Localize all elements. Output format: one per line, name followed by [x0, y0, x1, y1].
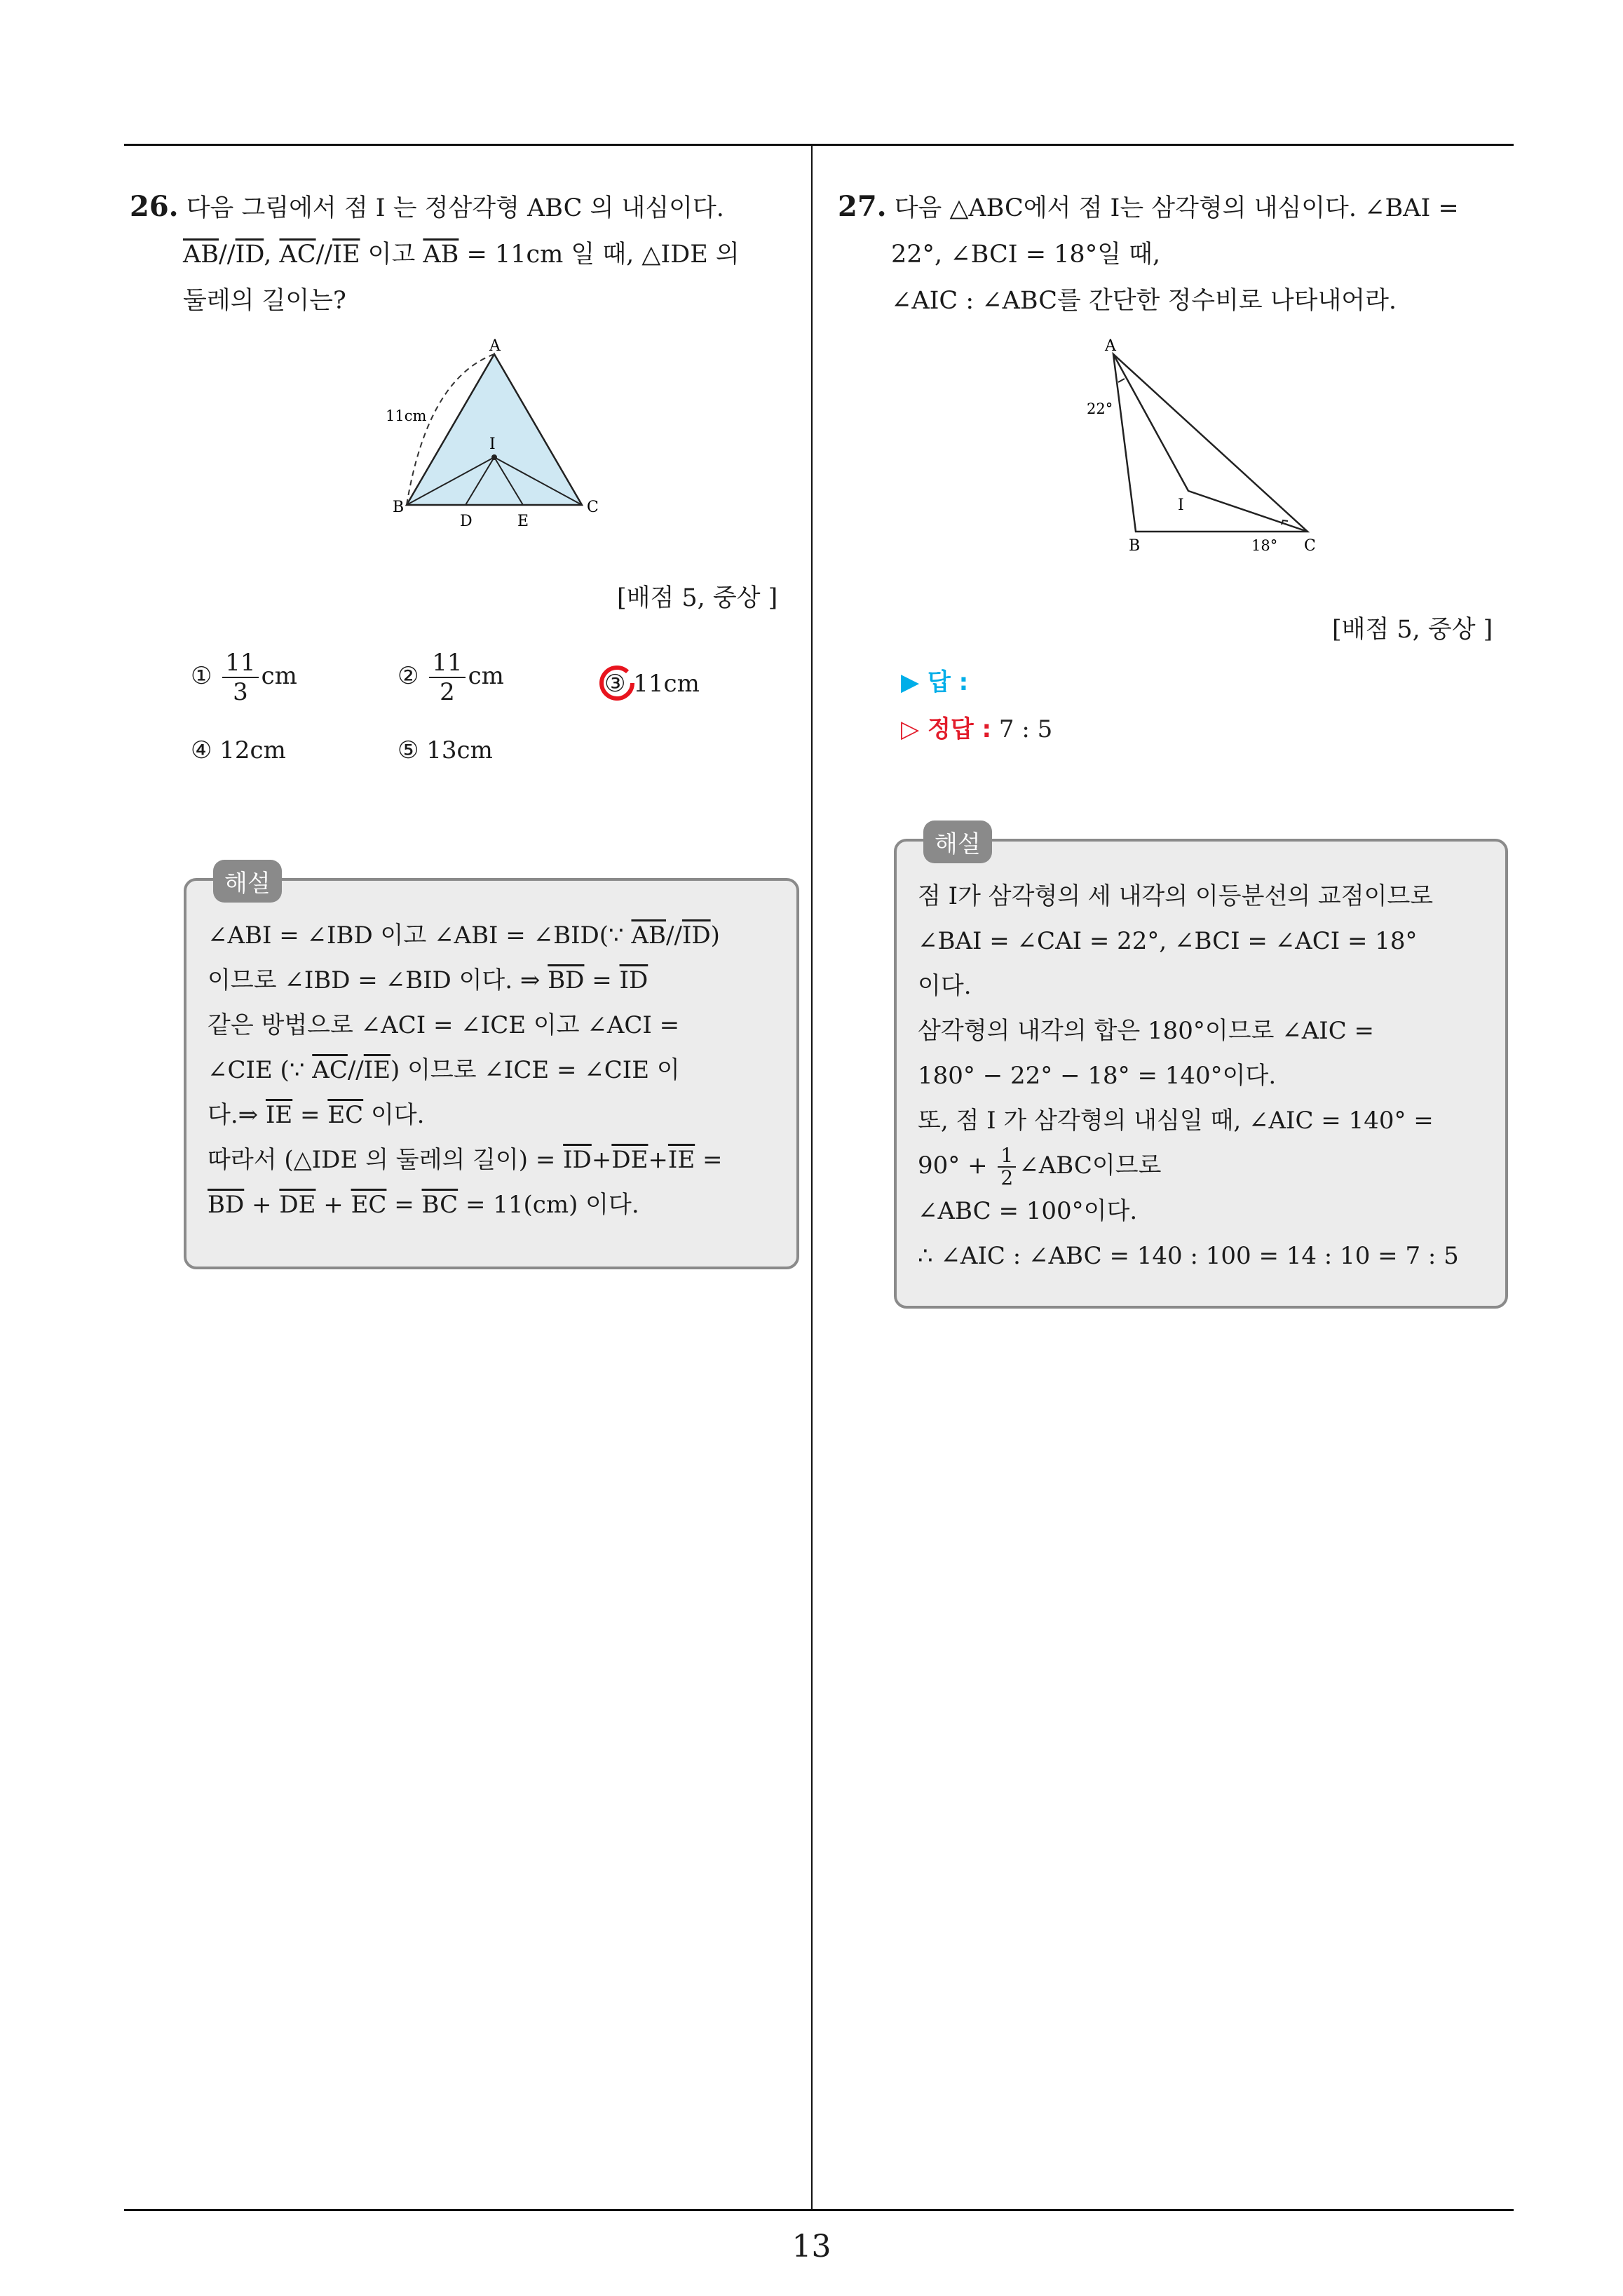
- answer-input-row[interactable]: [901, 663, 968, 697]
- explain-line-2: ∠BAI = ∠CAI = 22°, ∠BCI = ∠ACI = 18°: [918, 927, 1418, 955]
- label-angle-a: 22°: [1087, 400, 1113, 417]
- q26-triangle-figure: [379, 337, 603, 533]
- q26-score: [배점 5, 중상 ]: [617, 584, 778, 612]
- top-rule: [124, 144, 1514, 146]
- fraction: $\frac{1}{2}$: [998, 1145, 1016, 1189]
- seg-ab: $\overline{AB}$: [423, 241, 459, 269]
- triangle-abc: [407, 354, 582, 505]
- label-c: C: [1304, 537, 1316, 555]
- seg-id: $\overline{ID}$: [235, 241, 264, 269]
- q27-line-3: ∠AIC : ∠ABC를 간단한 정수비로 나타내어라.: [891, 287, 1397, 315]
- explain-line-5: 다.⇒ $\overline{IE} = \overline{EC}$ 이다.: [208, 1101, 425, 1129]
- q26-number: 26.: [130, 190, 179, 223]
- label-b: B: [393, 499, 405, 516]
- text-tail: = 11cm 일 때, △IDE 의: [459, 241, 740, 269]
- q27-triangle-figure: [1073, 337, 1332, 568]
- q27-stem-1: 다음 △ABC에서 점 I는 삼각형의 내심이다. ∠BAI =: [894, 194, 1459, 222]
- explain-line-7: $\overline{BD} + \overline{DE} + \overline{EC} = \overline{BC} = 11(cm)$ 이다.: [208, 1191, 639, 1219]
- q26-stem-1: 다음 그림에서 점 I 는 정삼각형 ABC 의 내심이다.: [186, 194, 724, 222]
- correct-label: ▷ 정답 :: [901, 715, 992, 743]
- answer-label: ▶ 답 :: [901, 668, 969, 696]
- choice-text: 12cm: [219, 736, 286, 764]
- label-c: C: [587, 499, 599, 516]
- q26-line-1: [130, 184, 740, 231]
- answer-circle-icon: [596, 661, 638, 705]
- explanation-tag: 해설: [923, 821, 992, 863]
- triangle-abc: [1113, 354, 1308, 532]
- parallel-sign: //: [219, 241, 236, 269]
- parallel-sign: //: [315, 241, 333, 269]
- explain-line-9: ∴ ∠AIC : ∠ABC = 140 : 100 = 14 : 10 = 7 : 5: [918, 1242, 1459, 1270]
- q26-line-2: [130, 231, 740, 278]
- q26-choices: [191, 649, 766, 775]
- q27-line-2: 22°, ∠BCI = 18°일 때,: [891, 241, 1161, 269]
- explanation-tag: 해설: [213, 860, 282, 903]
- choice-1[interactable]: [191, 649, 297, 706]
- fraction: $\frac{11}{3}$: [222, 649, 258, 706]
- explain-line-3: 같은 방법으로 ∠ACI = ∠ICE 이고 ∠ACI =: [208, 1011, 680, 1039]
- q26-explanation-box: [184, 870, 799, 1269]
- choice-text: 11cm: [633, 670, 700, 698]
- seg-ac: $\overline{AC}$: [279, 241, 316, 269]
- unit: cm: [261, 662, 297, 690]
- label-a: A: [1105, 337, 1116, 355]
- choice-5[interactable]: [398, 736, 493, 764]
- choice-mark: ②: [398, 662, 419, 690]
- correct-value: 7 : 5: [998, 715, 1053, 743]
- explain-line-6: 또, 점 I 가 삼각형의 내심일 때, ∠AIC = 140° =: [918, 1107, 1434, 1135]
- explain-line-7: 90° + $\frac{1}{2}$ ∠ABC이므로: [918, 1144, 1162, 1189]
- explain-line-2: 이므로 ∠IBD = ∠BID 이다. ⇒ $\overline{BD} = \overline{ID}$: [208, 966, 648, 994]
- label-e: E: [517, 513, 529, 530]
- q26-line-3: 둘레의 길이는?: [183, 287, 346, 315]
- fraction: $\frac{11}{2}$: [429, 649, 465, 706]
- correct-answer-row: [901, 710, 1052, 744]
- unit: cm: [468, 662, 504, 690]
- bottom-rule: [124, 2209, 1514, 2211]
- label-i: I: [489, 435, 496, 453]
- explain-line-3: 이다.: [918, 972, 972, 1000]
- point-i: [491, 454, 497, 460]
- label-a: A: [489, 337, 501, 355]
- choice-mark: ⑤: [398, 736, 419, 764]
- label-b: B: [1129, 537, 1141, 555]
- label-d: D: [460, 513, 473, 530]
- text-connector: 이고: [360, 241, 423, 269]
- choice-mark: ③: [604, 670, 626, 698]
- choice-4[interactable]: [191, 736, 286, 764]
- label-side: 11cm: [386, 407, 427, 424]
- q27-score: [배점 5, 중상 ]: [1332, 616, 1493, 644]
- choice-mark: ①: [191, 662, 212, 690]
- explain-line-5: 180° − 22° − 18° = 140°이다.: [918, 1062, 1277, 1090]
- label-i: I: [1178, 497, 1184, 514]
- choice-3[interactable]: [604, 670, 700, 698]
- explain-line-1: 점 I가 삼각형의 세 내각의 이등분선의 교점이므로: [918, 882, 1434, 910]
- question-27: [838, 184, 1459, 324]
- explain-line-4: 삼각형의 내각의 합은 180°이므로 ∠AIC =: [918, 1017, 1375, 1045]
- column-divider: [811, 146, 813, 2209]
- question-26: [130, 184, 740, 324]
- explain-line-4: ∠CIE (∵ $\overline{AC}//\overline{IE}$) 이므로 ∠ICE = ∠CIE 이: [208, 1056, 680, 1084]
- seg-ab: $\overline{AB}$: [183, 241, 219, 269]
- explanation-body: [208, 913, 722, 1227]
- choice-text: 13cm: [426, 736, 493, 764]
- q27-explanation-box: [894, 830, 1508, 1309]
- comma: ,: [264, 241, 280, 269]
- choice-mark: ④: [191, 736, 212, 764]
- explain-line-1: ∠ABI = ∠IBD 이고 ∠ABI = ∠BID(∵ $\overline{AB}//\overline{ID}$): [208, 921, 720, 950]
- page-number: 13: [792, 2229, 831, 2264]
- choice-2[interactable]: [398, 649, 504, 706]
- label-angle-c: 18°: [1251, 537, 1278, 554]
- explain-line-8: ∠ABC = 100°이다.: [918, 1197, 1138, 1225]
- q27-line-1: [838, 184, 1459, 231]
- seg-ie: $\overline{IE}$: [332, 241, 360, 269]
- angle-mark-a: [1118, 379, 1125, 382]
- q27-number: 27.: [838, 190, 887, 223]
- explain-line-6: 따라서 (△IDE 의 둘레의 길이) = $\overline{ID}+\overline{DE}+\overline{IE}$ =: [208, 1146, 723, 1174]
- explanation-body: [918, 874, 1459, 1278]
